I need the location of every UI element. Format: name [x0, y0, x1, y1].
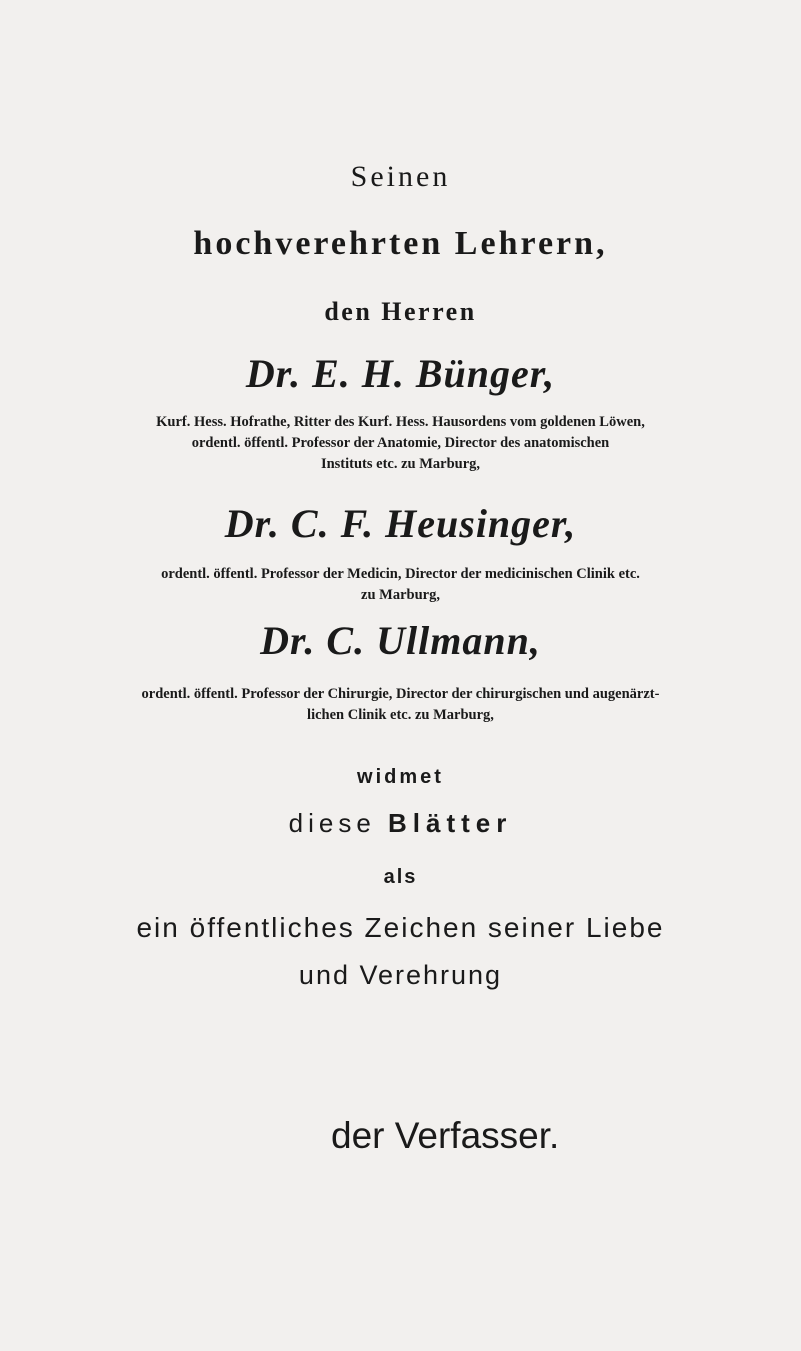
dedication-herren: den Herren — [324, 297, 477, 326]
person-name-buenger: Dr. E. H. Bünger, — [245, 351, 556, 396]
person-name-ullmann: Dr. C. Ullmann, — [260, 618, 541, 663]
dedication-recipients: hochverehrten Lehrern, — [193, 225, 608, 262]
person-title-line: ordentl. öffentl. Professor der Chirurgie, Director der chirurgischen und augenärzt- — [141, 686, 660, 702]
person-title-line: Kurf. Hess. Hofrathe, Ritter des Kurf. Hess. Hausordens vom goldenen Löwen, — [156, 414, 645, 430]
person-name-heusinger: Dr. C. F. Heusinger, — [224, 501, 577, 546]
dedication-widmet: widmet — [357, 766, 444, 788]
dedication-opening: Seinen — [350, 160, 451, 193]
dedication-verehrung: und Verehrung — [298, 960, 503, 990]
dedication-diese-blaetter — [0, 808, 801, 839]
person-title-line: zu Marburg, — [361, 587, 440, 603]
dedication-diese: diese — [288, 808, 376, 838]
dedication-zeichen: ein öffentliches Zeichen seiner Liebe — [136, 912, 665, 943]
person-title-line: ordentl. öffentl. Professor der Medicin, Director der medicinischen Clinik etc. — [161, 566, 640, 582]
person-title-line: Instituts etc. zu Marburg, — [320, 456, 481, 472]
person-title-line: lichen Clinik etc. zu Marburg, — [307, 707, 494, 723]
dedication-author: der Verfasser. — [331, 1115, 560, 1156]
person-title-line: ordentl. öffentl. Professor der Anatomie, Director des anatomischen — [191, 435, 610, 451]
dedication-als: als — [383, 866, 418, 888]
dedication-blaetter: Blätter — [388, 808, 513, 838]
